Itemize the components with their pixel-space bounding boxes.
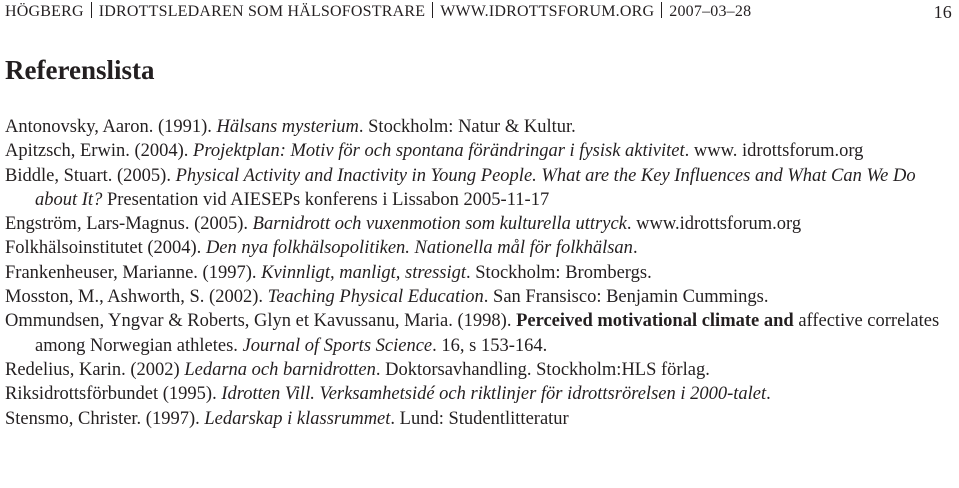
header-author: HÖGBERG: [5, 3, 84, 20]
ref-title: Idrotten Vill. Verksamhetsidé och riktlinjer för idrottsrörelsen i 2000-talet: [221, 384, 767, 405]
ref-title-cont: affective correlates among Norwegian athletes.: [35, 311, 940, 356]
ref-publisher: . San Fransisco: Benjamin Cummings.: [483, 287, 769, 308]
ref-author-year: Riksidrottsförbundet (1995).: [5, 384, 222, 405]
ref-publisher: .: [632, 238, 638, 259]
ref-title: Den nya folkhälsopolitiken. Nationella mål för folkhälsan: [205, 238, 633, 259]
ref-journal: Journal of Sports Science: [242, 335, 433, 356]
header-separator: [91, 2, 92, 18]
reference-item: [5, 358, 950, 382]
ref-author-year: Apitzsch, Erwin. (2004).: [5, 141, 194, 162]
reference-item: [5, 236, 950, 260]
ref-author-year: Engström, Lars-Magnus. (2005).: [5, 214, 253, 235]
ref-author-year: Stensmo, Christer. (1997).: [5, 408, 205, 429]
reference-item: [5, 139, 950, 163]
header-role: IDROTTSLEDAREN SOM HÄLSOFOSTRARE: [98, 3, 426, 20]
reference-list: [5, 115, 950, 431]
ref-author-year: Ommundsen, Yngvar & Roberts, Glyn et Kavussanu, Maria. (1998).: [5, 311, 517, 332]
ref-publisher: . Lund: Studentlitteratur: [390, 408, 569, 429]
page-number: 16: [933, 2, 952, 22]
running-header: [5, 2, 952, 24]
ref-author-year: Biddle, Stuart. (2005).: [5, 165, 176, 186]
reference-item: [5, 309, 950, 358]
ref-title: Perceived motivational climate and: [516, 311, 794, 332]
ref-pages: . 16, s 153-164.: [432, 335, 548, 356]
ref-publisher: . Stockholm: Brombergs.: [466, 262, 652, 283]
ref-title: Ledarna och barnidrotten: [184, 359, 376, 380]
reference-item: [5, 407, 950, 431]
reference-item: [5, 115, 950, 139]
reference-item: [5, 261, 950, 285]
ref-title: Projektplan: Motiv för och spontana förändringar i fysisk aktivitet: [193, 141, 685, 162]
ref-title: Kvinnligt, manligt, stressigt: [261, 262, 467, 283]
reference-item: [5, 212, 950, 236]
ref-title: Physical Activity and Inactivity in Young People. What are the Key Influences and What Can We Do about It?: [35, 165, 916, 210]
ref-title: Barnidrott och vuxenmotion som kulturella uttryck: [252, 214, 627, 235]
ref-publisher: . www. idrottsforum.org: [684, 141, 864, 162]
header-site: WWW.IDROTTSFORUM.ORG: [440, 3, 655, 20]
ref-publisher: . Doktorsavhandling. Stockholm:HLS förlag.: [375, 359, 710, 380]
ref-author-year: Mosston, M., Ashworth, S. (2002).: [5, 287, 268, 308]
ref-author-year: Folkhälsoinstitutet (2004).: [5, 238, 206, 259]
ref-publisher: .: [766, 384, 771, 405]
ref-publisher: Presentation vid AIESEPs konferens i Lissabon 2005-11-17: [102, 189, 550, 210]
ref-title: Hälsans mysterium: [216, 117, 359, 137]
ref-title: Teaching Physical Education: [267, 287, 484, 308]
ref-author-year: Redelius, Karin. (2002): [5, 359, 185, 380]
ref-title: Ledarskap i klassrummet: [204, 408, 391, 429]
reference-item: [5, 285, 950, 309]
ref-author-year: Frankenheuser, Marianne. (1997).: [5, 262, 262, 283]
ref-publisher: . www.idrottsforum.org: [626, 214, 802, 235]
page-title: Referenslista: [5, 55, 155, 85]
header-separator: [432, 2, 433, 18]
reference-item: [5, 164, 950, 213]
ref-author-year: Antonovsky, Aaron. (1991).: [5, 117, 217, 137]
header-separator: [661, 2, 662, 18]
ref-publisher: . Stockholm: Natur & Kultur.: [358, 117, 576, 137]
reference-item: [5, 382, 950, 406]
header-date: 2007–03–28: [669, 3, 752, 20]
